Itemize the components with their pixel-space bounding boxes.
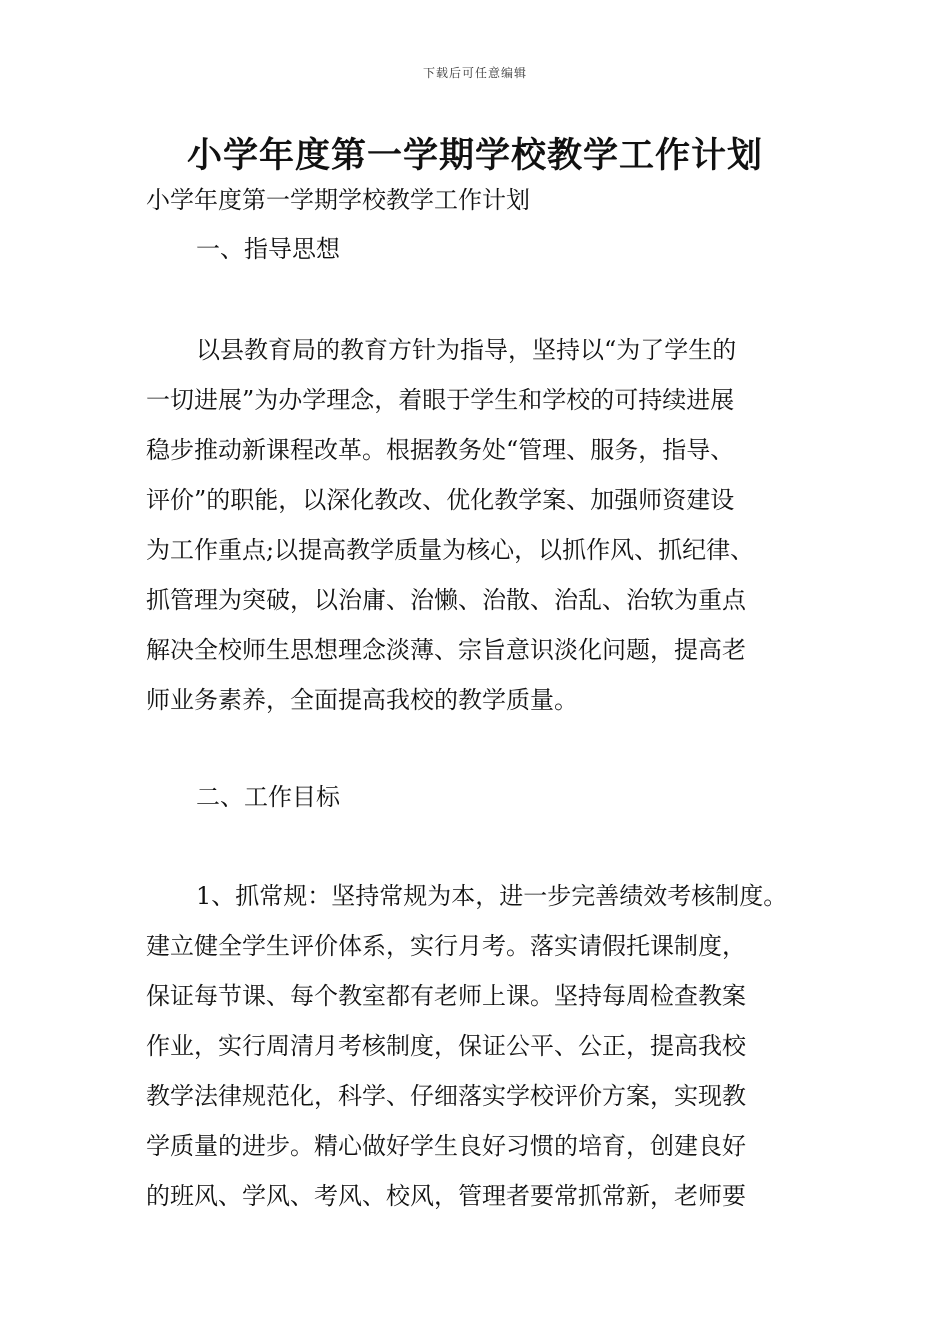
document-title: 小学年度第一学期学校教学工作计划 xyxy=(186,136,763,176)
section-2-heading: 二、工作目标 xyxy=(196,783,340,811)
paragraph-line: 师业务素养，全面提高我校的教学质量。 xyxy=(146,686,578,714)
paragraph-line: 一切进展”为办学理念，着眼于学生和学校的可持续进展 xyxy=(146,386,735,414)
paragraph-line: 1、抓常规：坚持常规为本，进一步完善绩效考核制度。 xyxy=(196,882,788,910)
paragraph-line: 的班风、学风、考风、校风，管理者要常抓常新，老师要 xyxy=(146,1182,746,1210)
paragraph-line: 稳步推动新课程改革。根据教务处“管理、服务，指导、 xyxy=(146,436,735,464)
header-note: 下载后可任意编辑 xyxy=(422,66,527,80)
paragraph-line: 抓管理为突破，以治庸、治懒、治散、治乱、治软为重点 xyxy=(146,586,746,614)
paragraph-line: 教学法律规范化，科学、仔细落实学校评价方案，实现教 xyxy=(146,1082,746,1110)
paragraph-line: 评价”的职能，以深化教改、优化教学案、加强师资建设 xyxy=(146,486,735,514)
section-1-heading: 一、指导思想 xyxy=(196,235,340,263)
section-1-paragraph xyxy=(146,325,836,725)
paragraph-line: 保证每节课、每个教室都有老师上课。坚持每周检查教案 xyxy=(146,982,746,1010)
paragraph-line: 作业，实行周清月考核制度，保证公平、公正，提高我校 xyxy=(146,1032,746,1060)
paragraph-line: 学质量的进步。精心做好学生良好习惯的培育，创建良好 xyxy=(146,1132,746,1160)
paragraph-line: 为工作重点;以提高教学质量为核心，以抓作风、抓纪律、 xyxy=(146,536,755,564)
section-2-paragraph xyxy=(146,871,836,1221)
paragraph-line: 解决全校师生思想理念淡薄、宗旨意识淡化问题，提高老 xyxy=(146,636,746,664)
paragraph-line: 建立健全学生评价体系，实行月考。落实请假托课制度， xyxy=(146,932,746,960)
document-subtitle: 小学年度第一学期学校教学工作计划 xyxy=(146,186,530,214)
paragraph-line: 以县教育局的教育方针为指导，坚持以“为了学生的 xyxy=(196,336,737,364)
